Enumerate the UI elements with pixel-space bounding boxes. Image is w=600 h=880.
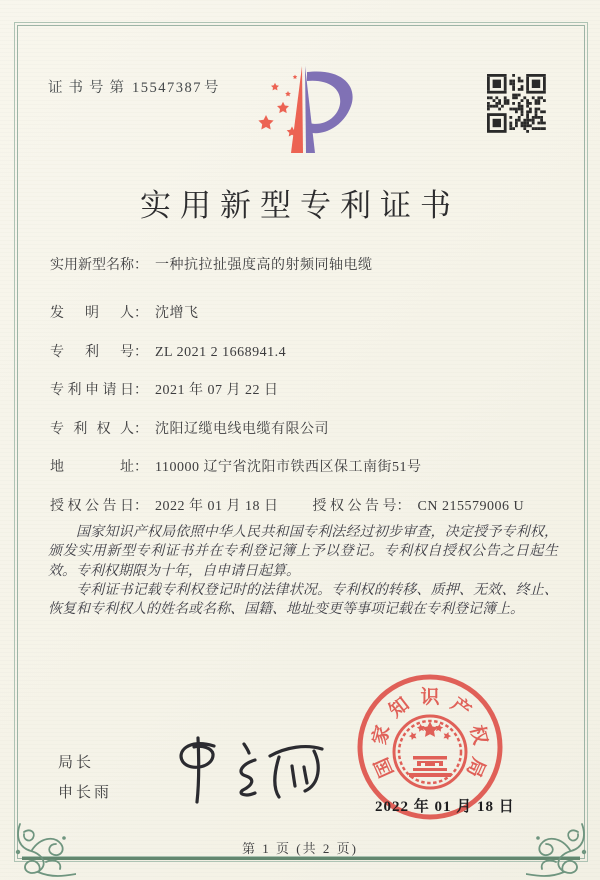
svg-text:识: 识 <box>420 687 440 708</box>
field-value: 沈增飞 <box>155 306 199 321</box>
field-row-utility-model-name: 实用新型名称： 一种抗拉扯强度高的射频同轴电缆 <box>50 254 560 274</box>
svg-text:国: 国 <box>371 754 399 781</box>
cnipa-logo-icon <box>250 60 362 166</box>
certificate-number <box>48 76 225 97</box>
field-value: 2022 年 01 月 18 日 <box>155 498 279 514</box>
legal-body-text <box>48 523 558 619</box>
bottom-rule <box>22 856 580 860</box>
certificate-number-prefix: 证书号第 <box>48 80 130 96</box>
field-row-patent-number: 专利号： ZL 2021 2 1668941.4 <box>50 341 560 361</box>
svg-text:产: 产 <box>446 693 475 723</box>
svg-text:权: 权 <box>465 723 491 747</box>
field-label: 发明人 <box>50 306 134 321</box>
signature-handwriting-icon <box>158 726 328 810</box>
certificate-title: 实用新型专利证书 <box>140 188 460 223</box>
field-label: 专利权人 <box>50 421 134 437</box>
seal-national-emblem <box>408 722 452 778</box>
svg-text:知: 知 <box>385 693 414 723</box>
field-label: 授权公告号 <box>312 498 397 514</box>
field-row-address: 地址： 110000 辽宁省沈阳市铁西区保工南街51号 <box>50 456 560 476</box>
legal-paragraph-2: 专利证书记载专利权登记时的法律状况。专利权的转移、质押、无效、终止、恢复和专利权人的姓名或名称、国籍、地址变更等事项记载在专利登记簿上。 <box>48 582 558 618</box>
signer-block <box>58 748 112 808</box>
issue-date: 2022 年 01 月 18 日 <box>375 799 515 815</box>
certificate-number-suffix: 号 <box>204 80 225 96</box>
field-label: 实用新型名称 <box>50 258 134 273</box>
legal-paragraph-1: 国家知识产权局依照中华人民共和国专利法经过初步审查，决定授予专利权，颁发实用新型专利证书并在专利登记簿上予以登记。专利权自授权公告之日起生效。专利权期限为十年，自申请日起算。 <box>48 525 558 579</box>
field-row-inventor: 发明人： 沈增飞 <box>50 302 560 322</box>
qr-code <box>487 74 557 144</box>
field-label: 地址 <box>50 460 134 475</box>
field-value: 110000 辽宁省沈阳市铁西区保工南街51号 <box>155 460 422 475</box>
floral-ornament-bottom-left-icon <box>12 818 76 880</box>
field-value: 沈阳辽缆电线电缆有限公司 <box>155 421 329 437</box>
field-row-patentee: 专利权人： 沈阳辽缆电线电缆有限公司 <box>50 418 560 438</box>
page-number-footer: 第 1 页 (共 2 页) <box>242 841 358 856</box>
svg-text:家: 家 <box>369 723 395 747</box>
field-row-grant-publication: 授权公告日： 2022 年 01 月 18 日 授权公告号： CN 215579006 U <box>50 495 560 515</box>
svg-text:局: 局 <box>461 754 489 781</box>
field-value: 2021 年 07 月 22 日 <box>155 383 279 398</box>
signer-title: 局长 <box>58 755 95 771</box>
floral-ornament-bottom-right-icon <box>526 818 590 880</box>
field-value: CN 215579006 U <box>417 498 525 514</box>
field-row-filing-date: 专利申请日： 2021 年 07 月 22 日 <box>50 379 560 399</box>
field-value: ZL 2021 2 1668941.4 <box>155 344 287 360</box>
certificate-fields <box>50 254 560 533</box>
field-label: 授权公告日 <box>50 498 134 514</box>
field-label: 专利申请日 <box>50 383 134 398</box>
field-value: 一种抗拉扯强度高的射频同轴电缆 <box>155 258 373 273</box>
field-label: 专利号 <box>50 344 134 360</box>
certificate-number-value: 15547387 <box>132 80 202 96</box>
signer-name: 申长雨 <box>58 785 113 801</box>
